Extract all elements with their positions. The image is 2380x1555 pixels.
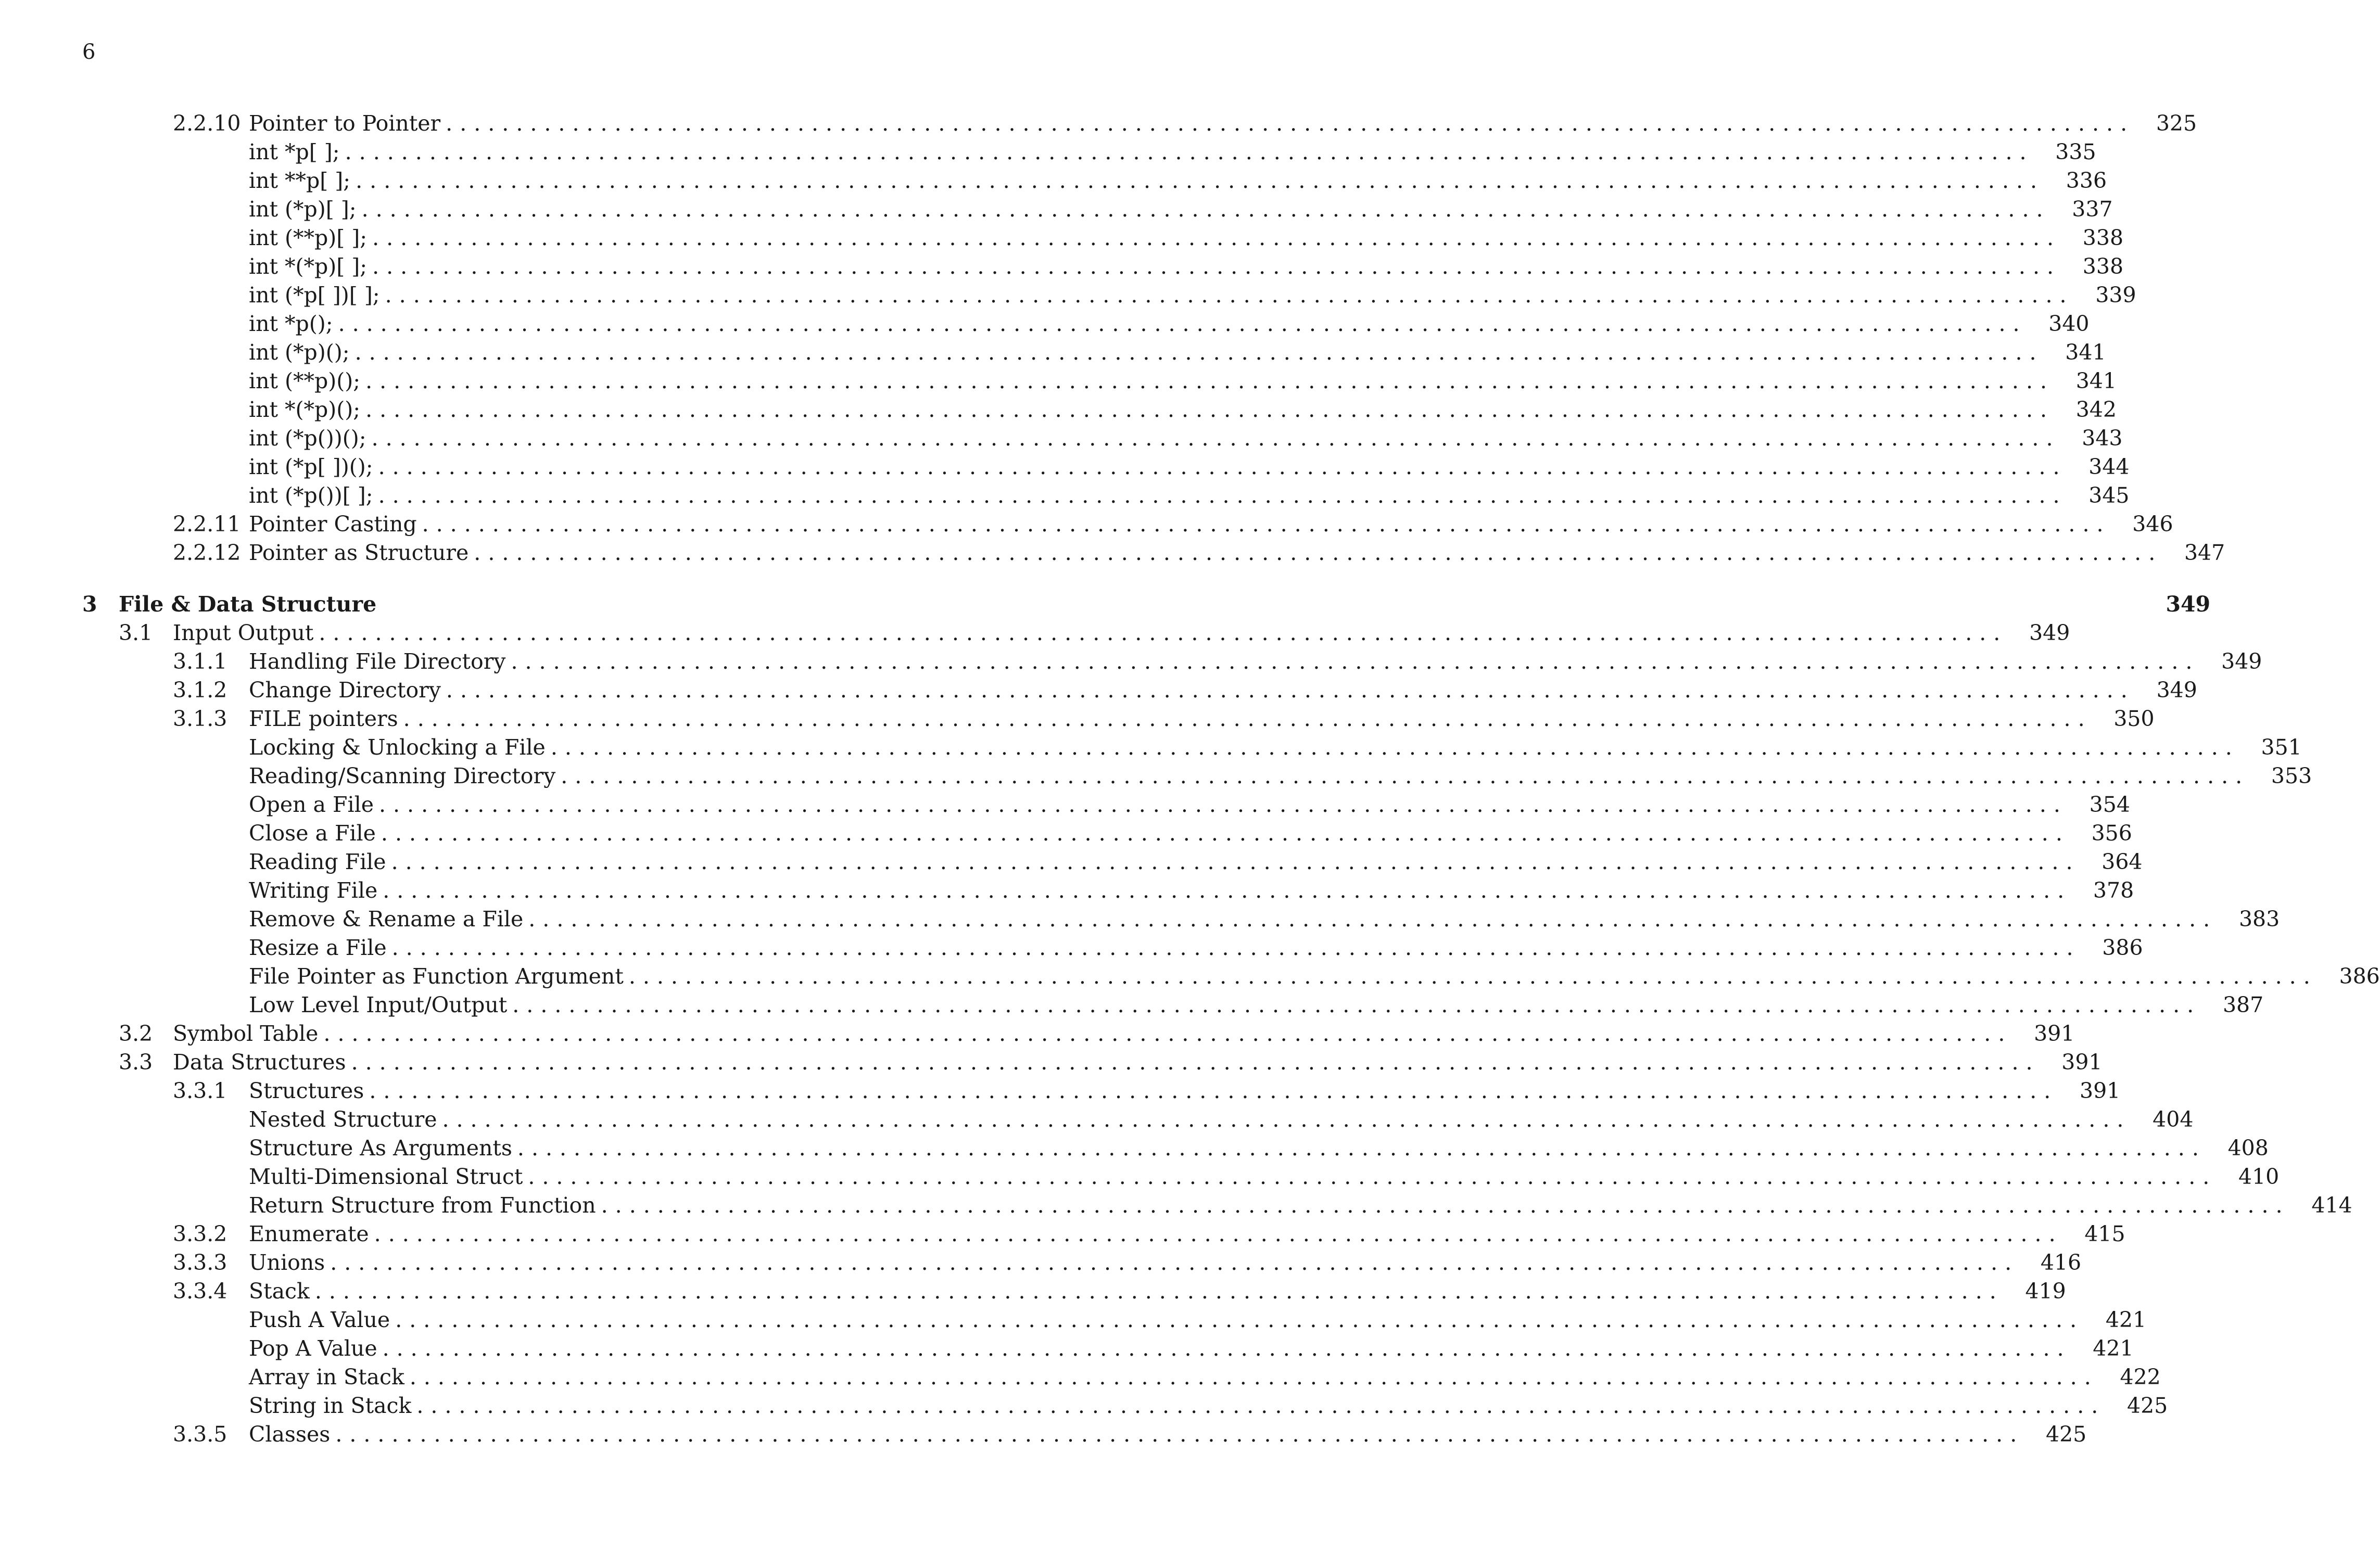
toc-entry-title: int (*p)(); <box>249 340 350 365</box>
dot-leader: ........................................................................................................................ <box>561 763 2250 788</box>
toc-entry <box>0 539 2225 567</box>
toc-entry-title: Push A Value <box>249 1307 390 1332</box>
toc-entry <box>0 167 2107 195</box>
dot-leader: ........................................................................................................................ <box>330 1250 2019 1275</box>
toc-entry-line <box>249 962 2380 991</box>
toc-entry-number: 3 <box>82 592 97 617</box>
dot-leader: ........................................................................................................................ <box>378 454 2067 479</box>
toc-entry-line <box>249 733 2302 762</box>
toc-entry-page: 339 <box>2095 283 2136 308</box>
toc-entry-title: Data Structures <box>173 1050 346 1075</box>
toc-entry <box>0 367 2117 396</box>
dot-leader: ........................................................................................................................ <box>391 935 2081 960</box>
toc-entry-line <box>249 510 2173 539</box>
toc-entry-number: 2.2.10 <box>173 111 241 136</box>
toc-entry <box>0 396 2117 424</box>
toc-entry-page: 349 <box>2221 649 2262 674</box>
toc-entry-line <box>249 1420 2087 1449</box>
toc-entry-line <box>249 281 2136 310</box>
toc-entry-page: 422 <box>2120 1365 2161 1390</box>
toc-entry <box>0 791 2130 819</box>
toc-entry <box>0 647 2262 676</box>
toc-entry <box>0 619 2070 647</box>
toc-entry <box>0 224 2124 252</box>
toc-entry <box>0 510 2173 539</box>
toc-entry-line <box>249 848 2143 876</box>
dot-leader: ........................................................................................................................ <box>345 139 2034 164</box>
toc-entry-title: Low Level Input/Output <box>249 992 508 1017</box>
dot-leader: ........................................................................................................................ <box>391 849 2080 874</box>
toc-entry <box>0 424 2123 453</box>
toc-entry-page: 350 <box>2113 706 2155 731</box>
dot-leader: ........................................................................................................................ <box>365 397 2055 422</box>
toc-entry-page: 337 <box>2072 197 2113 222</box>
toc-entry <box>0 1248 2082 1277</box>
toc-entry <box>0 905 2280 934</box>
toc-entry-line <box>249 762 2312 791</box>
toc-entry-title: Array in Stack <box>249 1365 404 1390</box>
toc-entry-title: Pop A Value <box>249 1336 377 1361</box>
toc-entry-line <box>173 1048 2103 1077</box>
dot-leader: ........................................................................................................................ <box>374 1221 2063 1246</box>
toc-entry-page: 338 <box>2082 254 2124 279</box>
dot-leader: ........................................................................................................................ <box>381 821 2070 846</box>
toc-entry-page: 354 <box>2089 792 2130 817</box>
toc-entry-line <box>249 109 2197 138</box>
dot-leader: ........................................................................................................................ <box>601 1193 2290 1218</box>
toc-entry-page: 419 <box>2025 1279 2066 1304</box>
toc-entry-page: 386 <box>2339 964 2380 989</box>
toc-entry-title: Structure As Arguments <box>249 1136 512 1161</box>
toc-entry-title: Change Directory <box>249 678 441 703</box>
toc-entry-title: Stack <box>249 1279 310 1304</box>
toc-entry-page: 356 <box>2091 821 2132 846</box>
toc-entry-number: 3.3.3 <box>173 1250 227 1275</box>
toc-entry-number: 3.3.2 <box>173 1221 227 1246</box>
dot-leader: ........................................................................................................................ <box>550 735 2239 760</box>
toc-entry-number: 2.2.11 <box>173 512 241 537</box>
toc-entry-number: 3.1.3 <box>173 706 227 731</box>
toc-entry <box>0 676 2197 705</box>
dot-leader: ........................................................................................................................ <box>446 111 2135 136</box>
toc-entry-line <box>249 905 2280 934</box>
toc-entry-number: 3.2 <box>119 1021 153 1046</box>
dot-leader: ........................................................................................................................ <box>517 1136 2206 1161</box>
dot-leader: ........................................................................................................................ <box>365 368 2055 393</box>
toc-entry <box>0 1019 2075 1048</box>
toc-entry-page: 351 <box>2261 735 2302 760</box>
toc-entry-title: Locking & Unlocking a File <box>249 735 546 760</box>
toc-entry <box>0 1048 2103 1077</box>
dot-leader: ........................................................................................................................ <box>356 168 2045 193</box>
toc-entry-title: int (*p)[ ]; <box>249 197 357 222</box>
toc-entry-page: 343 <box>2082 426 2123 451</box>
toc-entry <box>0 962 2380 991</box>
toc-entry-title: Pointer as Structure <box>249 540 469 565</box>
toc-entry <box>0 733 2302 762</box>
dot-leader: ........................................................................................................................ <box>395 1307 2084 1332</box>
dot-leader: ........................................................................................................................ <box>422 512 2111 537</box>
toc-entry <box>0 1220 2125 1248</box>
toc-entry <box>0 109 2197 138</box>
toc-entry-page: 346 <box>2132 512 2173 537</box>
toc-entry-title: int (*p())[ ]; <box>249 483 373 508</box>
toc-entry-line <box>249 539 2225 567</box>
toc-entry-title: Pointer to Pointer <box>249 111 441 136</box>
toc-entry-number: 2.2.12 <box>173 540 241 565</box>
toc-entry <box>0 453 2130 481</box>
toc-entry-line <box>249 934 2143 962</box>
dot-leader: ........................................................................................................................ <box>383 878 2072 903</box>
toc-entry-title: int *p[ ]; <box>249 139 340 164</box>
toc-entry-line <box>119 590 2211 619</box>
dot-leader: ........................................................................................................................ <box>474 540 2163 565</box>
dot-leader: ........................................................................................................................ <box>369 1078 2058 1103</box>
toc-entry-page: 387 <box>2222 992 2264 1017</box>
toc-entry-line <box>249 224 2124 252</box>
toc-entry-number: 3.1.1 <box>173 649 227 674</box>
toc-entry-number: 3.3.1 <box>173 1078 227 1103</box>
toc-entry <box>0 1420 2087 1449</box>
dot-leader: ........................................................................................................................ <box>314 1279 2004 1304</box>
toc-entry <box>0 481 2130 510</box>
toc-entry <box>0 1334 2134 1363</box>
toc-entry-page: 383 <box>2238 907 2280 932</box>
toc-entry-page: 410 <box>2238 1164 2280 1189</box>
toc-entry-title: Multi-Dimensional Struct <box>249 1164 523 1189</box>
toc-entry-line <box>249 481 2130 510</box>
toc-entry-title: Nested Structure <box>249 1107 437 1132</box>
toc-entry <box>0 1392 2168 1420</box>
toc-entry-title: Input Output <box>173 620 314 645</box>
toc-entry-page: 378 <box>2093 878 2134 903</box>
dot-leader: ........................................................................................................................ <box>403 706 2092 731</box>
toc-entry-line <box>249 1163 2280 1191</box>
toc-entry-page: 353 <box>2271 763 2312 788</box>
toc-entry-page: 425 <box>2045 1422 2087 1447</box>
toc-entry <box>0 934 2143 962</box>
toc-entry-line <box>249 647 2262 676</box>
dot-leader: ........................................................................................................................ <box>361 197 2050 222</box>
toc-entry-title: Classes <box>249 1422 331 1447</box>
page-number: 6 <box>82 40 96 64</box>
table-of-contents <box>0 109 2380 1449</box>
toc-entry-title: int (*p[ ])[ ]; <box>249 283 380 308</box>
toc-entry-line <box>249 1220 2125 1248</box>
toc-entry <box>0 338 2106 367</box>
toc-entry <box>0 1134 2269 1163</box>
toc-entry-title: File Pointer as Function Argument <box>249 964 624 989</box>
toc-entry-page: 415 <box>2084 1221 2125 1246</box>
toc-entry <box>0 195 2113 224</box>
toc-entry-page: 325 <box>2156 111 2197 136</box>
dot-leader: ........................................................................................................................ <box>378 792 2068 817</box>
toc-entry-line <box>249 167 2107 195</box>
toc-entry-page: 414 <box>2311 1193 2352 1218</box>
toc-entry-number: 3.3.4 <box>173 1279 227 1304</box>
toc-entry-number: 3.1.2 <box>173 678 227 703</box>
toc-entry-page: 349 <box>2029 620 2070 645</box>
toc-entry-line <box>249 1191 2352 1220</box>
toc-entry-line <box>249 705 2155 733</box>
toc-entry-line <box>249 396 2117 424</box>
toc-entry-line <box>249 1277 2066 1306</box>
toc-entry-number: 3.3 <box>119 1050 153 1075</box>
toc-entry-page: 347 <box>2184 540 2225 565</box>
toc-entry-number: 3.3.5 <box>173 1422 227 1447</box>
toc-entry-page: 344 <box>2088 454 2130 479</box>
toc-entry <box>0 281 2136 310</box>
toc-entry <box>0 705 2155 733</box>
dot-leader: ........................................................................................................................ <box>446 678 2135 703</box>
dot-leader: ........................................................................................................................ <box>628 964 2318 989</box>
toc-entry-page: 336 <box>2066 168 2107 193</box>
toc-entry-title: Close a File <box>249 821 376 846</box>
toc-entry-title: Symbol Table <box>173 1021 319 1046</box>
toc-entry-line <box>249 1392 2168 1420</box>
toc-entry-line <box>249 338 2106 367</box>
toc-entry-line <box>249 252 2124 281</box>
dot-leader: ........................................................................................................................ <box>372 254 2061 279</box>
toc-entry-line <box>249 819 2132 848</box>
toc-entry-line <box>249 676 2197 705</box>
toc-entry-title: int *(*p)[ ]; <box>249 254 368 279</box>
toc-entry <box>0 876 2134 905</box>
toc-entry <box>0 1105 2194 1134</box>
toc-entry <box>0 1306 2147 1334</box>
toc-entry-page: 425 <box>2127 1393 2168 1418</box>
toc-entry-title: int **p[ ]; <box>249 168 351 193</box>
toc-entry <box>0 138 2096 167</box>
toc-entry-page: 340 <box>2048 311 2090 336</box>
toc-entry <box>0 310 2090 338</box>
toc-entry-page: 341 <box>2075 368 2117 393</box>
toc-entry-line <box>249 1077 2121 1105</box>
dot-leader: ........................................................................................................................ <box>382 1336 2071 1361</box>
toc-entry-page: 349 <box>2166 592 2211 617</box>
toc-chapter-entry <box>0 590 2211 619</box>
toc-entry-line <box>173 619 2070 647</box>
toc-entry-page: 342 <box>2075 397 2117 422</box>
toc-entry-title: Remove & Rename a File <box>249 907 524 932</box>
toc-entry-page: 386 <box>2102 935 2143 960</box>
toc-entry-line <box>249 195 2113 224</box>
toc-entry-line <box>249 991 2264 1019</box>
dot-leader: ........................................................................................................................ <box>351 1050 2040 1075</box>
toc-entry-line <box>249 453 2130 481</box>
toc-entry-title: int (*p[ ])(); <box>249 454 373 479</box>
toc-entry-page: 416 <box>2040 1250 2082 1275</box>
toc-entry-page: 408 <box>2227 1136 2269 1161</box>
toc-entry-line <box>249 876 2134 905</box>
toc-entry-title: int (**p)[ ]; <box>249 225 368 250</box>
dot-leader: ........................................................................................................................ <box>512 992 2201 1017</box>
toc-entry-line <box>249 1248 2082 1277</box>
toc-entry <box>0 1077 2121 1105</box>
toc-entry <box>0 1163 2280 1191</box>
toc-entry-number: 3.1 <box>119 620 153 645</box>
toc-entry-title: Writing File <box>249 878 378 903</box>
toc-entry-line <box>249 367 2117 396</box>
toc-entry-title: File & Data Structure <box>119 592 377 617</box>
toc-entry <box>0 1191 2352 1220</box>
toc-entry-title: Handling File Directory <box>249 649 506 674</box>
dot-leader: ........................................................................................................................ <box>409 1365 2098 1390</box>
toc-entry-line <box>249 1306 2147 1334</box>
toc-entry-title: Reading/Scanning Directory <box>249 763 556 788</box>
toc-entry-title: Return Structure from Function <box>249 1193 596 1218</box>
toc-entry-title: Structures <box>249 1078 364 1103</box>
dot-leader: ........................................................................................................................ <box>385 283 2074 308</box>
toc-entry-line <box>249 424 2123 453</box>
toc-entry-page: 338 <box>2082 225 2124 250</box>
toc-entry <box>0 1277 2066 1306</box>
toc-entry-page: 404 <box>2153 1107 2194 1132</box>
toc-entry-title: Open a File <box>249 792 374 817</box>
toc-entry <box>0 848 2143 876</box>
dot-leader: ........................................................................................................................ <box>416 1393 2106 1418</box>
toc-entry-line <box>249 1134 2269 1163</box>
toc-entry-page: 421 <box>2105 1307 2147 1332</box>
toc-entry-title: Enumerate <box>249 1221 369 1246</box>
toc-entry-title: Reading File <box>249 849 386 874</box>
dot-leader: ........................................................................................................................ <box>378 483 2067 508</box>
toc-entry-title: int (**p)(); <box>249 368 361 393</box>
toc-entry-line <box>249 1105 2194 1134</box>
toc-entry-title: int *p(); <box>249 311 333 336</box>
dot-leader: ........................................................................................................................ <box>338 311 2027 336</box>
toc-entry-title: int (*p())(); <box>249 426 366 451</box>
dot-leader: ........................................................................................................................ <box>335 1422 2024 1447</box>
toc-entry-title: Pointer Casting <box>249 512 417 537</box>
toc-entry-page: 345 <box>2088 483 2130 508</box>
dot-leader: ........................................................................................................................ <box>511 649 2200 674</box>
toc-entry <box>0 991 2264 1019</box>
toc-entry <box>0 1363 2161 1392</box>
dot-leader: ........................................................................................................................ <box>323 1021 2012 1046</box>
toc-entry-page: 364 <box>2102 849 2143 874</box>
dot-leader: ........................................................................................................................ <box>372 225 2061 250</box>
toc-entry-page: 391 <box>2034 1021 2075 1046</box>
toc-entry-line <box>249 1334 2134 1363</box>
toc-entry <box>0 819 2132 848</box>
toc-entry-title: String in Stack <box>249 1393 412 1418</box>
toc-entry-page: 421 <box>2093 1336 2134 1361</box>
toc-entry-page: 341 <box>2065 340 2106 365</box>
dot-leader: ........................................................................................................................ <box>528 1164 2217 1189</box>
toc-entry-page: 349 <box>2156 678 2197 703</box>
toc-entry-page: 335 <box>2055 139 2096 164</box>
toc-entry-title: Unions <box>249 1250 325 1275</box>
toc-entry-title: int *(*p)(); <box>249 397 361 422</box>
toc-entry-line <box>249 791 2130 819</box>
toc-entry-title: Resize a File <box>249 935 387 960</box>
toc-entry <box>0 252 2124 281</box>
toc-entry <box>0 762 2312 791</box>
dot-leader: ........................................................................................................................ <box>442 1107 2131 1132</box>
dot-leader: ........................................................................................................................ <box>355 340 2044 365</box>
toc-entry-line <box>249 138 2096 167</box>
dot-leader: ........................................................................................................................ <box>528 907 2218 932</box>
toc-entry-page: 391 <box>2061 1050 2103 1075</box>
toc-entry-line <box>173 1019 2075 1048</box>
toc-entry-line <box>249 1363 2161 1392</box>
dot-leader: ........................................................................................................................ <box>371 426 2060 451</box>
toc-entry-line <box>249 310 2090 338</box>
toc-entry-page: 391 <box>2080 1078 2121 1103</box>
toc-entry-title: FILE pointers <box>249 706 398 731</box>
dot-leader: ........................................................................................................................ <box>319 620 2008 645</box>
